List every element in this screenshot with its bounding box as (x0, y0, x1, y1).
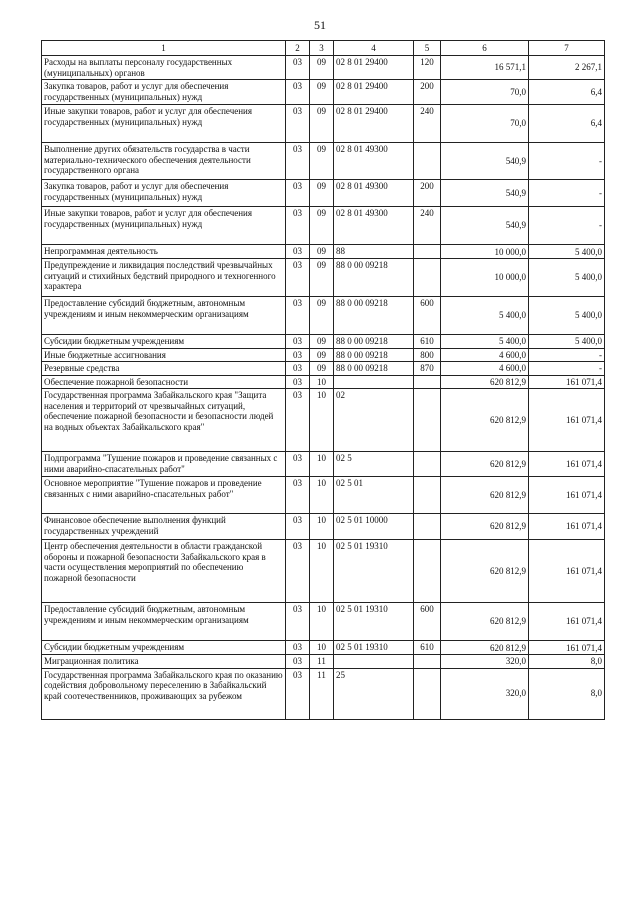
amount-col-7: 6,4 (529, 105, 605, 143)
amount-col-7: - (529, 207, 605, 245)
table-row (42, 362, 605, 376)
amount-col-7: 5 400,0 (529, 245, 605, 259)
expense-type-code: 600 (414, 603, 441, 641)
table-row (42, 245, 605, 259)
table-row (42, 143, 605, 180)
amount-col-6: 5 400,0 (441, 297, 529, 335)
subsection-code: 09 (310, 207, 334, 245)
table-row (42, 477, 605, 514)
subsection-code: 09 (310, 335, 334, 349)
amount-col-7: 161 071,4 (529, 540, 605, 603)
section-code: 03 (286, 143, 310, 180)
amount-col-6: 540,9 (441, 143, 529, 180)
table-row (42, 655, 605, 669)
table-row (42, 641, 605, 655)
section-code: 03 (286, 335, 310, 349)
table-row (42, 540, 605, 603)
amount-col-6: 70,0 (441, 80, 529, 105)
expense-type-code (414, 452, 441, 477)
item-name: Предоставление субсидий бюджетным, автономным учреждениям и иным некоммерческим организациям (42, 297, 286, 335)
amount-col-7: 161 071,4 (529, 641, 605, 655)
amount-col-7: 2 267,1 (529, 56, 605, 80)
table-row (42, 335, 605, 349)
amount-col-6: 320,0 (441, 668, 529, 719)
amount-col-7: - (529, 143, 605, 180)
item-name: Выполнение других обязательств государства в части материально-технического обеспечения деятельности государственного органа (42, 143, 286, 180)
expense-type-code (414, 259, 441, 297)
table-row (42, 259, 605, 297)
amount-col-6: 5 400,0 (441, 335, 529, 349)
subsection-code: 10 (310, 641, 334, 655)
table-row (42, 180, 605, 207)
target-article-code: 88 (334, 245, 414, 259)
expense-type-code: 610 (414, 335, 441, 349)
amount-col-7: 161 071,4 (529, 389, 605, 452)
header-col-7: 7 (529, 41, 605, 56)
section-code: 03 (286, 180, 310, 207)
amount-col-6: 70,0 (441, 105, 529, 143)
section-code: 03 (286, 245, 310, 259)
target-article-code: 02 8 01 49300 (334, 180, 414, 207)
expense-type-code (414, 389, 441, 452)
section-code: 03 (286, 668, 310, 719)
amount-col-6: 620 812,9 (441, 514, 529, 540)
expense-type-code (414, 375, 441, 389)
amount-col-7: 161 071,4 (529, 603, 605, 641)
item-name: Государственная программа Забайкальского края по оказанию содействия добровольному переселению в Забайкальский край соотечественников, проживающих за рубежом (42, 668, 286, 719)
target-article-code: 88 0 00 09218 (334, 259, 414, 297)
section-code: 03 (286, 348, 310, 362)
section-code: 03 (286, 603, 310, 641)
expense-type-code: 240 (414, 105, 441, 143)
section-code: 03 (286, 452, 310, 477)
table-row (42, 207, 605, 245)
amount-col-6: 620 812,9 (441, 641, 529, 655)
expense-type-code: 870 (414, 362, 441, 376)
section-code: 03 (286, 259, 310, 297)
expense-type-code (414, 245, 441, 259)
subsection-code: 11 (310, 668, 334, 719)
section-code: 03 (286, 80, 310, 105)
amount-col-6: 620 812,9 (441, 375, 529, 389)
table-row (42, 389, 605, 452)
subsection-code: 09 (310, 80, 334, 105)
amount-col-7: 5 400,0 (529, 335, 605, 349)
target-article-code: 02 5 (334, 452, 414, 477)
target-article-code: 02 8 01 29400 (334, 56, 414, 80)
amount-col-6: 620 812,9 (441, 540, 529, 603)
budget-table (41, 40, 605, 720)
table-row (42, 668, 605, 719)
page-number: 51 (314, 18, 326, 32)
section-code: 03 (286, 207, 310, 245)
table-row (42, 514, 605, 540)
subsection-code: 11 (310, 655, 334, 669)
subsection-code: 09 (310, 180, 334, 207)
table-row (42, 375, 605, 389)
table-row (42, 105, 605, 143)
section-code: 03 (286, 477, 310, 514)
target-article-code: 02 (334, 389, 414, 452)
subsection-code: 10 (310, 603, 334, 641)
expense-type-code: 600 (414, 297, 441, 335)
subsection-code: 09 (310, 245, 334, 259)
amount-col-6: 4 600,0 (441, 362, 529, 376)
subsection-code: 09 (310, 143, 334, 180)
table-header-row (42, 41, 605, 56)
table-body (42, 56, 605, 720)
expense-type-code: 800 (414, 348, 441, 362)
target-article-code: 02 8 01 29400 (334, 105, 414, 143)
amount-col-6: 620 812,9 (441, 603, 529, 641)
item-name: Закупка товаров, работ и услуг для обеспечения государственных (муниципальных) нужд (42, 180, 286, 207)
expense-type-code: 120 (414, 56, 441, 80)
header-col-6: 6 (441, 41, 529, 56)
table-row (42, 297, 605, 335)
target-article-code (334, 375, 414, 389)
header-col-4: 4 (334, 41, 414, 56)
subsection-code: 09 (310, 259, 334, 297)
item-name: Иные закупки товаров, работ и услуг для обеспечения государственных (муниципальных) нужд (42, 105, 286, 143)
item-name: Субсидии бюджетным учреждениям (42, 641, 286, 655)
target-article-code: 88 0 00 09218 (334, 335, 414, 349)
target-article-code (334, 655, 414, 669)
amount-col-7: 161 071,4 (529, 375, 605, 389)
item-name: Расходы на выплаты персоналу государственных (муниципальных) органов (42, 56, 286, 80)
section-code: 03 (286, 641, 310, 655)
section-code: 03 (286, 375, 310, 389)
section-code: 03 (286, 540, 310, 603)
item-name: Основное мероприятие "Тушение пожаров и проведение связанных с ними аварийно-спасательных работ" (42, 477, 286, 514)
target-article-code: 02 5 01 10000 (334, 514, 414, 540)
expense-type-code (414, 514, 441, 540)
item-name: Обеспечение пожарной безопасности (42, 375, 286, 389)
subsection-code: 09 (310, 362, 334, 376)
target-article-code: 02 8 01 49300 (334, 207, 414, 245)
amount-col-6: 620 812,9 (441, 477, 529, 514)
item-name: Резервные средства (42, 362, 286, 376)
amount-col-7: - (529, 362, 605, 376)
item-name: Центр обеспечения деятельности в области гражданской обороны и пожарной безопасности Забайкальского края в части осуществления мероприятий по обеспечению пожарной безопасности (42, 540, 286, 603)
table-row (42, 80, 605, 105)
expense-type-code: 240 (414, 207, 441, 245)
amount-col-6: 16 571,1 (441, 56, 529, 80)
amount-col-7: 6,4 (529, 80, 605, 105)
amount-col-7: - (529, 348, 605, 362)
section-code: 03 (286, 655, 310, 669)
amount-col-7: 161 071,4 (529, 514, 605, 540)
amount-col-7: 8,0 (529, 655, 605, 669)
target-article-code: 88 0 00 09218 (334, 348, 414, 362)
section-code: 03 (286, 297, 310, 335)
expense-type-code (414, 655, 441, 669)
subsection-code: 10 (310, 477, 334, 514)
item-name: Предупреждение и ликвидация последствий чрезвычайных ситуаций и стихийных бедствий природного и техногенного характера (42, 259, 286, 297)
item-name: Финансовое обеспечение выполнения функций государственных учреждений (42, 514, 286, 540)
target-article-code: 02 8 01 29400 (334, 80, 414, 105)
target-article-code: 02 5 01 19310 (334, 641, 414, 655)
section-code: 03 (286, 389, 310, 452)
item-name: Предоставление субсидий бюджетным, автономным учреждениям и иным некоммерческим организациям (42, 603, 286, 641)
expense-type-code (414, 668, 441, 719)
expense-type-code: 200 (414, 80, 441, 105)
section-code: 03 (286, 362, 310, 376)
target-article-code: 25 (334, 668, 414, 719)
amount-col-7: 8,0 (529, 668, 605, 719)
amount-col-7: 161 071,4 (529, 477, 605, 514)
table-row (42, 452, 605, 477)
item-name: Закупка товаров, работ и услуг для обеспечения государственных (муниципальных) нужд (42, 80, 286, 105)
item-name: Миграционная политика (42, 655, 286, 669)
table-row (42, 348, 605, 362)
subsection-code: 09 (310, 297, 334, 335)
subsection-code: 10 (310, 452, 334, 477)
amount-col-6: 10 000,0 (441, 259, 529, 297)
subsection-code: 10 (310, 389, 334, 452)
amount-col-7: - (529, 180, 605, 207)
header-col-3: 3 (310, 41, 334, 56)
amount-col-7: 5 400,0 (529, 259, 605, 297)
amount-col-6: 620 812,9 (441, 389, 529, 452)
item-name: Непрограммная деятельность (42, 245, 286, 259)
expense-type-code (414, 477, 441, 514)
section-code: 03 (286, 105, 310, 143)
expense-type-code (414, 540, 441, 603)
amount-col-6: 10 000,0 (441, 245, 529, 259)
subsection-code: 10 (310, 514, 334, 540)
subsection-code: 09 (310, 105, 334, 143)
item-name: Иные закупки товаров, работ и услуг для обеспечения государственных (муниципальных) нужд (42, 207, 286, 245)
target-article-code: 88 0 00 09218 (334, 362, 414, 376)
section-code: 03 (286, 56, 310, 80)
header-col-1: 1 (42, 41, 286, 56)
amount-col-7: 5 400,0 (529, 297, 605, 335)
subsection-code: 09 (310, 348, 334, 362)
section-code: 03 (286, 514, 310, 540)
amount-col-6: 4 600,0 (441, 348, 529, 362)
amount-col-6: 620 812,9 (441, 452, 529, 477)
amount-col-6: 540,9 (441, 180, 529, 207)
expense-type-code: 200 (414, 180, 441, 207)
subsection-code: 10 (310, 375, 334, 389)
header-col-2: 2 (286, 41, 310, 56)
subsection-code: 09 (310, 56, 334, 80)
expense-type-code: 610 (414, 641, 441, 655)
item-name: Подпрограмма "Тушение пожаров и проведение связанных с ними аварийно-спасательных работ" (42, 452, 286, 477)
subsection-code: 10 (310, 540, 334, 603)
target-article-code: 02 8 01 49300 (334, 143, 414, 180)
target-article-code: 02 5 01 19310 (334, 540, 414, 603)
amount-col-6: 540,9 (441, 207, 529, 245)
amount-col-6: 320,0 (441, 655, 529, 669)
target-article-code: 02 5 01 19310 (334, 603, 414, 641)
item-name: Субсидии бюджетным учреждениям (42, 335, 286, 349)
target-article-code: 88 0 00 09218 (334, 297, 414, 335)
target-article-code: 02 5 01 (334, 477, 414, 514)
item-name: Государственная программа Забайкальского края "Защита населения и территорий от чрезвычайных ситуаций, обеспечение пожарной безопасности и безопасности людей на водных объектах Забайкальского края" (42, 389, 286, 452)
expense-type-code (414, 143, 441, 180)
table-row (42, 603, 605, 641)
amount-col-7: 161 071,4 (529, 452, 605, 477)
table-row (42, 56, 605, 80)
item-name: Иные бюджетные ассигнования (42, 348, 286, 362)
header-col-5: 5 (414, 41, 441, 56)
